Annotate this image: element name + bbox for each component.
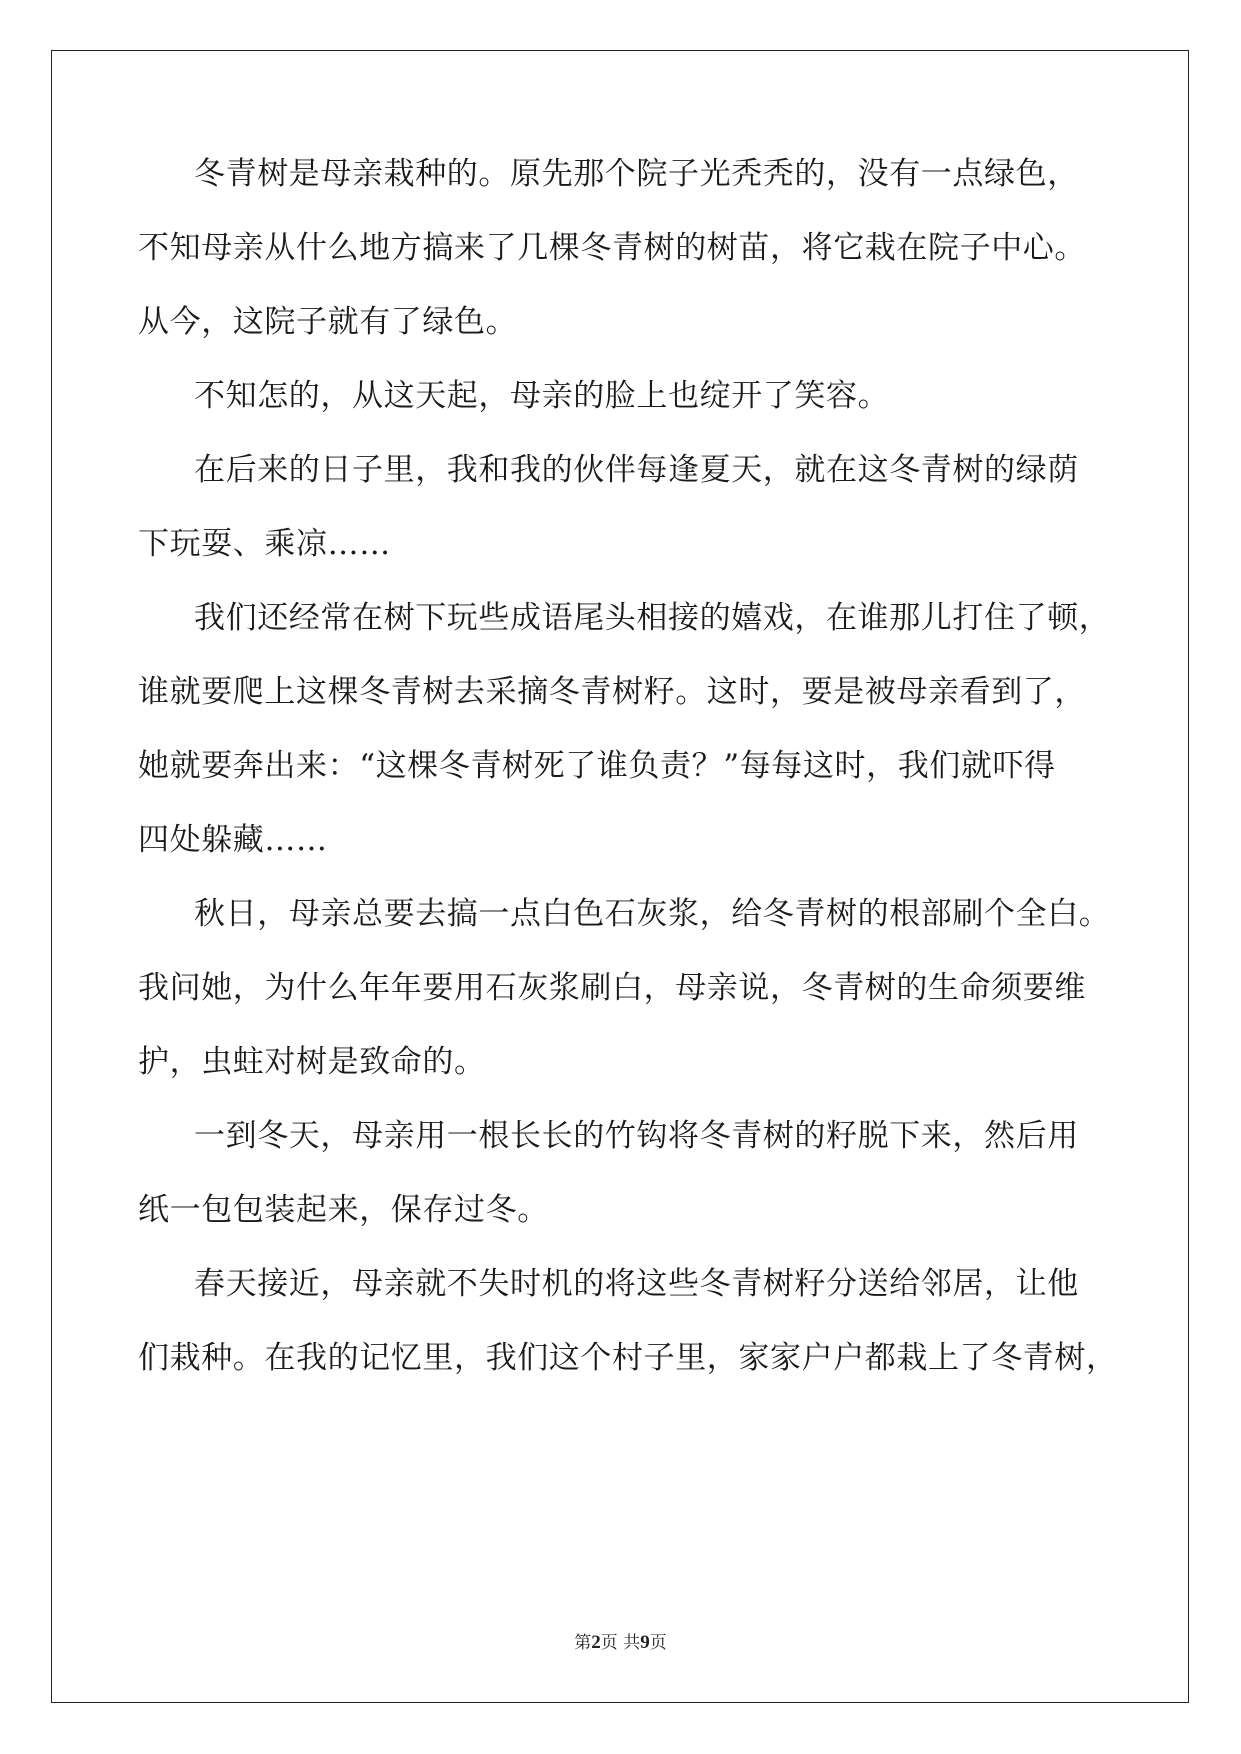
- text-line: 从今，这院子就有了绿色。: [138, 304, 518, 340]
- text-line: 四处躲藏……: [138, 822, 328, 858]
- text-line: 们栽种。在我的记忆里，我们这个村子里，家家户户都栽上了冬青树，: [138, 1340, 1118, 1376]
- text-line: 在后来的日子里，我和我的伙伴每逢夏天，就在这冬青树的绿荫: [194, 452, 1079, 488]
- page-label-suffix: 页: [649, 1633, 667, 1653]
- text-line: 不知怎的，从这天起，母亲的脸上也绽开了笑容。: [194, 378, 890, 414]
- text-line: 我们还经常在树下玩些成语尾头相接的嬉戏，在谁那儿打住了顿，: [194, 600, 1111, 636]
- text-line: 秋日，母亲总要去搞一点白色石灰浆，给冬青树的根部刷个全白。: [194, 896, 1111, 932]
- text-line: 不知母亲从什么地方搞来了几棵冬青树的树苗，将它栽在院子中心。: [138, 230, 1086, 266]
- text-line: 冬青树是母亲栽种的。原先那个院子光秃秃的，没有一点绿色，: [194, 156, 1079, 192]
- text-line: 谁就要爬上这棵冬青树去采摘冬青树籽。这时，要是被母亲看到了，: [138, 674, 1086, 710]
- page-current: 2: [591, 1632, 601, 1653]
- page-border: [51, 50, 1189, 1703]
- text-line: 我问她，为什么年年要用石灰浆刷白，母亲说，冬青树的生命须要维: [138, 970, 1086, 1006]
- page-label-mid: 页 共: [600, 1633, 641, 1653]
- page-footer: [0, 1628, 1241, 1654]
- page-total: 9: [640, 1632, 650, 1653]
- page-label-prefix: 第: [574, 1633, 592, 1653]
- text-line: 春天接近，母亲就不失时机的将这些冬青树籽分送给邻居，让他: [194, 1266, 1079, 1302]
- text-line: 一到冬天，母亲用一根长长的竹钩将冬青树的籽脱下来，然后用: [194, 1118, 1079, 1154]
- text-line: 护，虫蛀对树是致命的。: [138, 1044, 486, 1080]
- text-line: 她就要奔出来：“这棵冬青树死了谁负责？”每每这时，我们就吓得: [138, 748, 1056, 784]
- text-line: 纸一包包装起来，保存过冬。: [138, 1192, 549, 1228]
- text-line: 下玩耍、乘凉……: [138, 526, 391, 562]
